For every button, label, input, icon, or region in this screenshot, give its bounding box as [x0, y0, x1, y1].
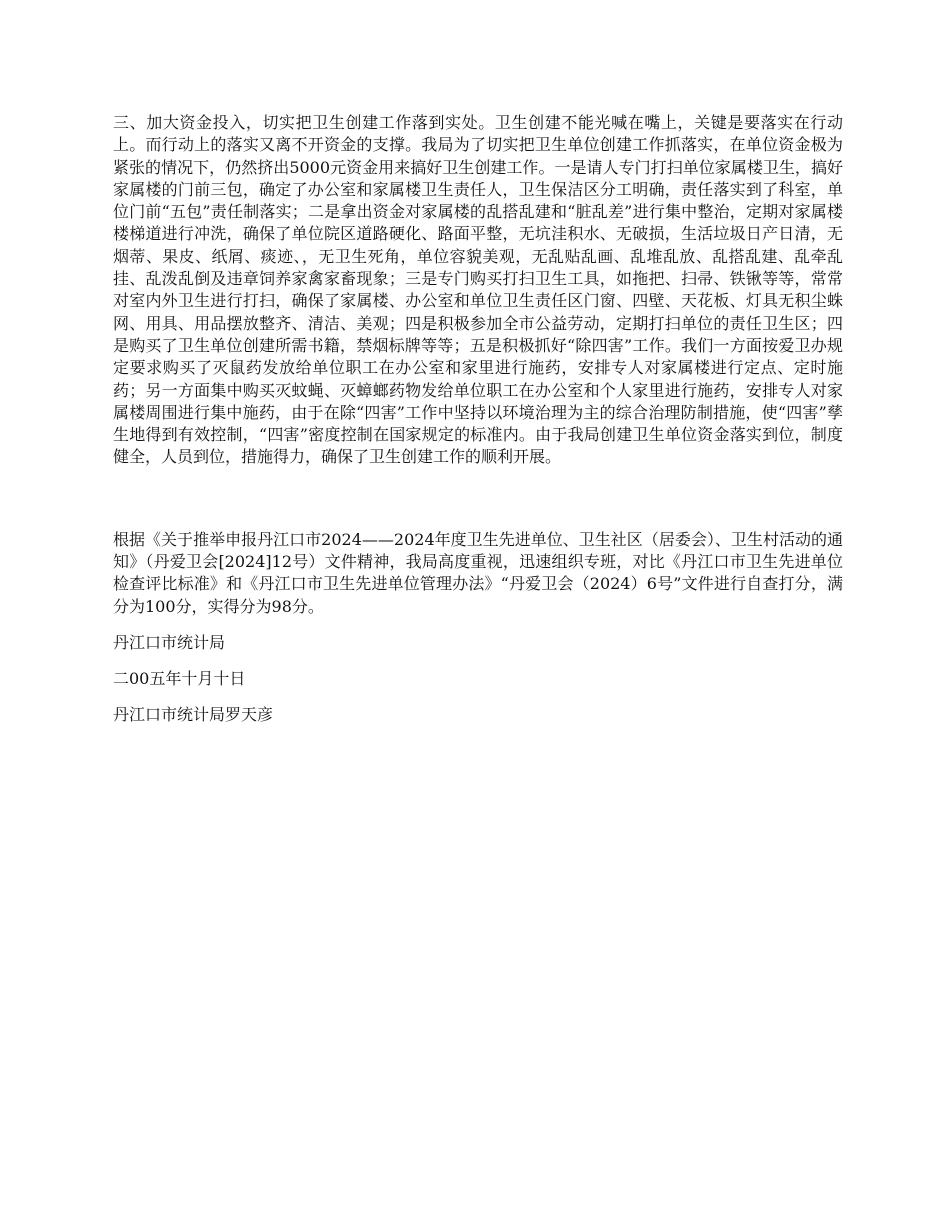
- organization-name: 丹江口市统计局: [113, 632, 226, 652]
- document-date: 二00五年十月十日: [113, 668, 246, 688]
- document-page: [113, 112, 843, 740]
- body-paragraph-funding: 三、加大资金投入，切实把卫生创建工作落到实处。卫生创建不能光喊在嘴上，关键是要落实在行动上。而行动上的落实又离不开资金的支撑。我局为了切实把卫生单位创建工作抓落实，在单位资金极为紧张的情况下，仍然挤出5000元资金用来搞好卫生创建工作。一是请人专门打扫单位家属楼卫生，搞好家属楼的门前三包，确定了办公室和家属楼卫生责任人，卫生保洁区分工明确，责任落实到了科室，单位门前“五包”责任制落实；二是拿出资金对家属楼的乱搭乱建和“脏乱差”进行集中整治，定期对家属楼楼梯道进行冲洗，确保了单位院区道路硬化、路面平整，无坑洼积水、无破损，生活垃圾日产日清，无烟蒂、果皮、纸屑、痰迹、，无卫生死角，单位容貌美观，无乱贴乱画、乱堆乱放、乱搭乱建、乱牵乱挂、乱泼乱倒及违章饲养家禽家畜现象；三是专门购买打扫卫生工具，如拖把、扫帚、铁锹等等，常常对室内外卫生进行打扫，确保了家属楼、办公室和单位卫生责任区门窗、四壁、天花板、灯具无积尘蛛网、用具、用品摆放整齐、清洁、美观；四是积极参加全市公益劳动，定期打扫单位的责任卫生区；四是购买了卫生单位创建所需书籍，禁烟标牌等等；五是积极抓好“除四害”工作。我们一方面按爱卫办规定要求购买了灭鼠药发放给单位职工在办公室和家里进行施药，安排专人对家属楼进行定点、定时施药；另一方面集中购买灭蚊蝇、灭蟑螂药物发给单位职工在办公室和个人家里进行施药，安排专人对家属楼周围进行集中施药，由于在除“四害”工作中坚持以环境治理为主的综合治理防制措施，使“四害”孳生地得到有效控制，“四害”密度控制在国家规定的标准内。由于我局创建卫生单位资金落实到位，制度健全，人员到位，措施得力，确保了卫生创建工作的顺利开展。: [113, 113, 843, 467]
- signature-line: 丹江口市统计局罗天彦: [113, 704, 274, 724]
- body-paragraph-self-assessment: 根据《关于推举申报丹江口市2024——2024年度卫生先进单位、卫生社区（居委会）、卫生村活动的通知》（丹爱卫会[2024]12号）文件精神，我局高度重视，迅速组织专班，对比《丹江口市卫生先进单位检查评比标准》和《丹江口市卫生先进单位管理办法》“丹爱卫会（2024）6号”文件进行自查打分，满分为100分，实得分为98分。: [113, 529, 843, 616]
